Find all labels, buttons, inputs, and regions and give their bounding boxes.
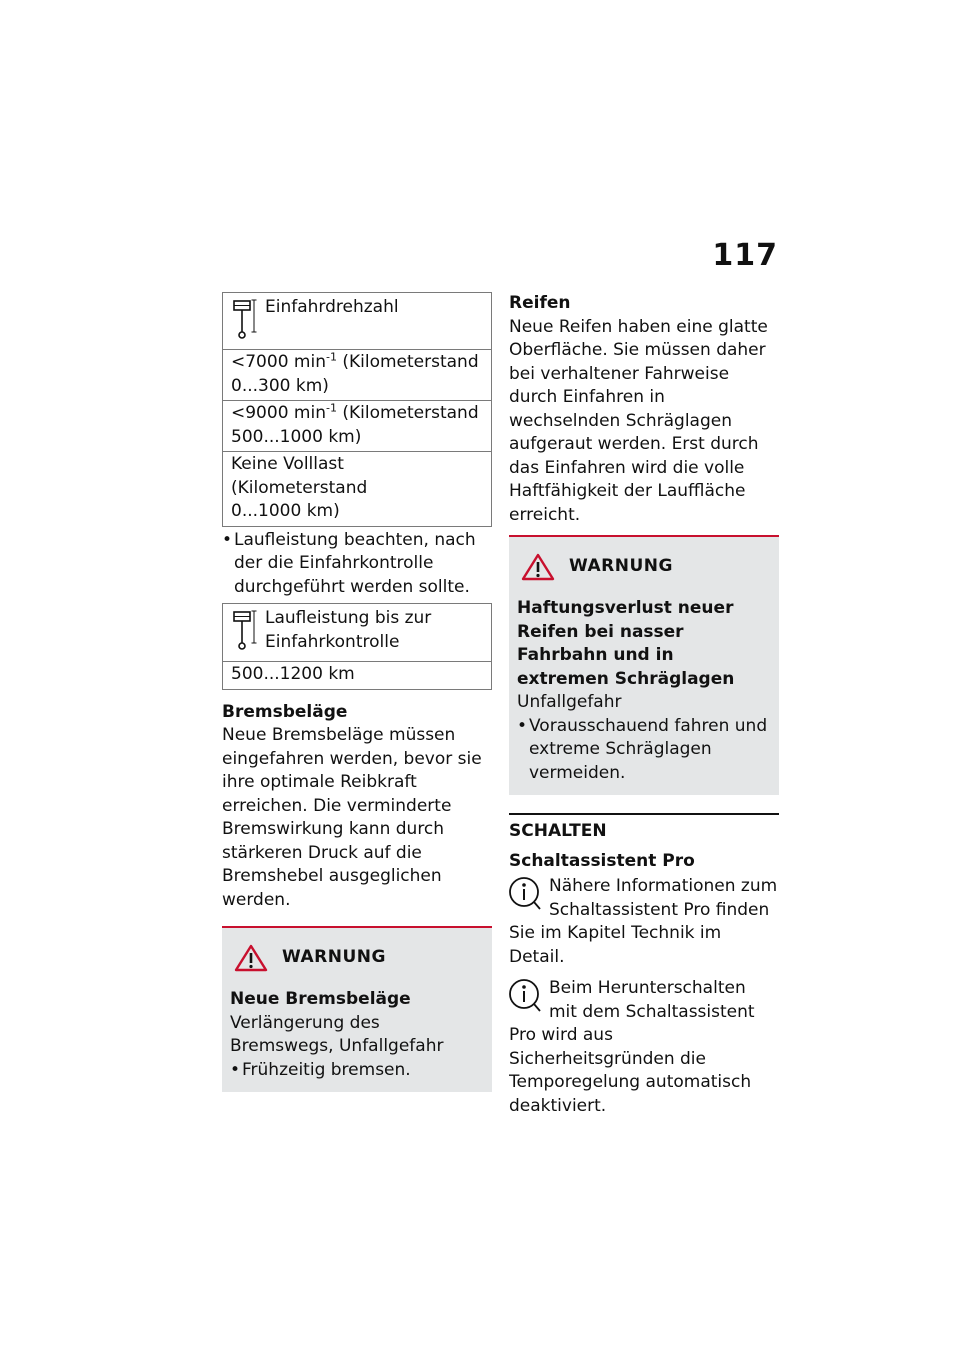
info-note [509, 977, 779, 1118]
bullet-icon: • [517, 715, 528, 736]
spec-row-range: 0...300 km) [231, 375, 329, 396]
spec-row-value: 500...1200 km [231, 664, 355, 684]
tires-heading: Reifen [509, 293, 571, 313]
spec-row [223, 349, 491, 400]
spec-header-label: Einfahrdrehzahl [265, 297, 399, 317]
tires-paragraph: Neue Reifen haben eine glatte Oberfläche. Sie müssen daher bei verhaltener Fahrweise durch Einfahren in wechselnden Schräglagen aufgeraut werden. Erst durch das Einfahren wird die volle Haftfähigkeit der Lauffläche erreicht. [509, 316, 768, 525]
spec-row-range: 500...1000 km) [231, 426, 362, 447]
spec-row [223, 400, 491, 451]
warning-title: Neue Bremsbeläge [230, 989, 411, 1009]
right-column [509, 292, 779, 1118]
bullet-icon: • [230, 1059, 241, 1080]
warning-label: WARNUNG [569, 556, 673, 577]
page-number: 117 [712, 238, 778, 273]
warning-triangle-icon [234, 944, 268, 972]
spec-row [223, 451, 491, 526]
warning-label: WARNUNG [282, 947, 386, 968]
spec-row-value: Keine Volllast (Kilometerstand [231, 454, 368, 498]
left-column [222, 292, 492, 1092]
warning-text: Verlängerung des Bremswegs, Unfallgefahr [230, 1012, 444, 1056]
mileage-instruction: Laufleistung beachten, nach der die Einfahrkontrolle durchgeführt werden sollte. [234, 529, 476, 597]
spec-header-label: Laufleistung bis zur Einfahrkontrolle [265, 608, 432, 652]
brakes-heading: Bremsbeläge [222, 701, 348, 722]
warning-text: Unfallgefahr [517, 692, 622, 712]
info-text: Beim Herunterschalten mit dem Schaltassistent Pro wird aus Sicherheitsgründen die Temporegelung automatisch deaktiviert. [509, 978, 755, 1116]
info-icon [509, 875, 543, 913]
spec-row-value: <7000 min [231, 352, 326, 372]
warning-header [517, 537, 771, 597]
spec-row-exponent: -1 [325, 350, 337, 364]
list-item [222, 529, 492, 600]
section-title: SCHALTEN [509, 813, 779, 844]
bullet-icon: • [222, 529, 233, 550]
info-text: Nähere Informationen zum Schaltassistent Pro finden Sie im Kapitel Technik im Detail. [509, 876, 778, 967]
info-icon [509, 977, 543, 1015]
running-in-speed-table [222, 292, 492, 527]
spec-row-range: 0...1000 km) [231, 501, 340, 521]
warning-header [230, 928, 484, 988]
spec-header [223, 293, 491, 349]
spec-row-value: <9000 min [231, 403, 326, 423]
warning-action: Frühzeitig bremsen. [242, 1059, 411, 1080]
brakes-paragraph: Neue Bremsbeläge müssen eingefahren werden, bevor sie ihre optimale Reibkraft erreichen. Die verminderte Bremswirkung kann durch stärkeren Druck auf die Bremshebel ausgeglichen werden. [222, 725, 482, 910]
warning-action: Vorausschauend fahren und extreme Schräglagen vermeiden. [529, 715, 768, 783]
engine-piston-icon [231, 296, 265, 348]
spec-row-note: (Kilometerstand [336, 352, 479, 372]
engine-piston-icon [231, 607, 265, 659]
info-note [509, 875, 779, 969]
list-item [517, 715, 771, 786]
warning-box [509, 535, 779, 795]
warning-box [222, 926, 492, 1092]
spec-row-exponent: -1 [325, 401, 337, 415]
mileage-table [222, 603, 492, 690]
shift-assistant-heading: Schaltassistent Pro [509, 850, 695, 871]
spec-header [223, 604, 491, 661]
warning-title: Haftungsverlust neuer Reifen bei nasser Fahrbahn und in extremen Schräglagen [517, 598, 735, 689]
spec-row-note: (Kilometerstand [336, 403, 479, 423]
warning-triangle-icon [521, 553, 555, 581]
spec-row [223, 661, 491, 689]
list-item [230, 1059, 484, 1083]
